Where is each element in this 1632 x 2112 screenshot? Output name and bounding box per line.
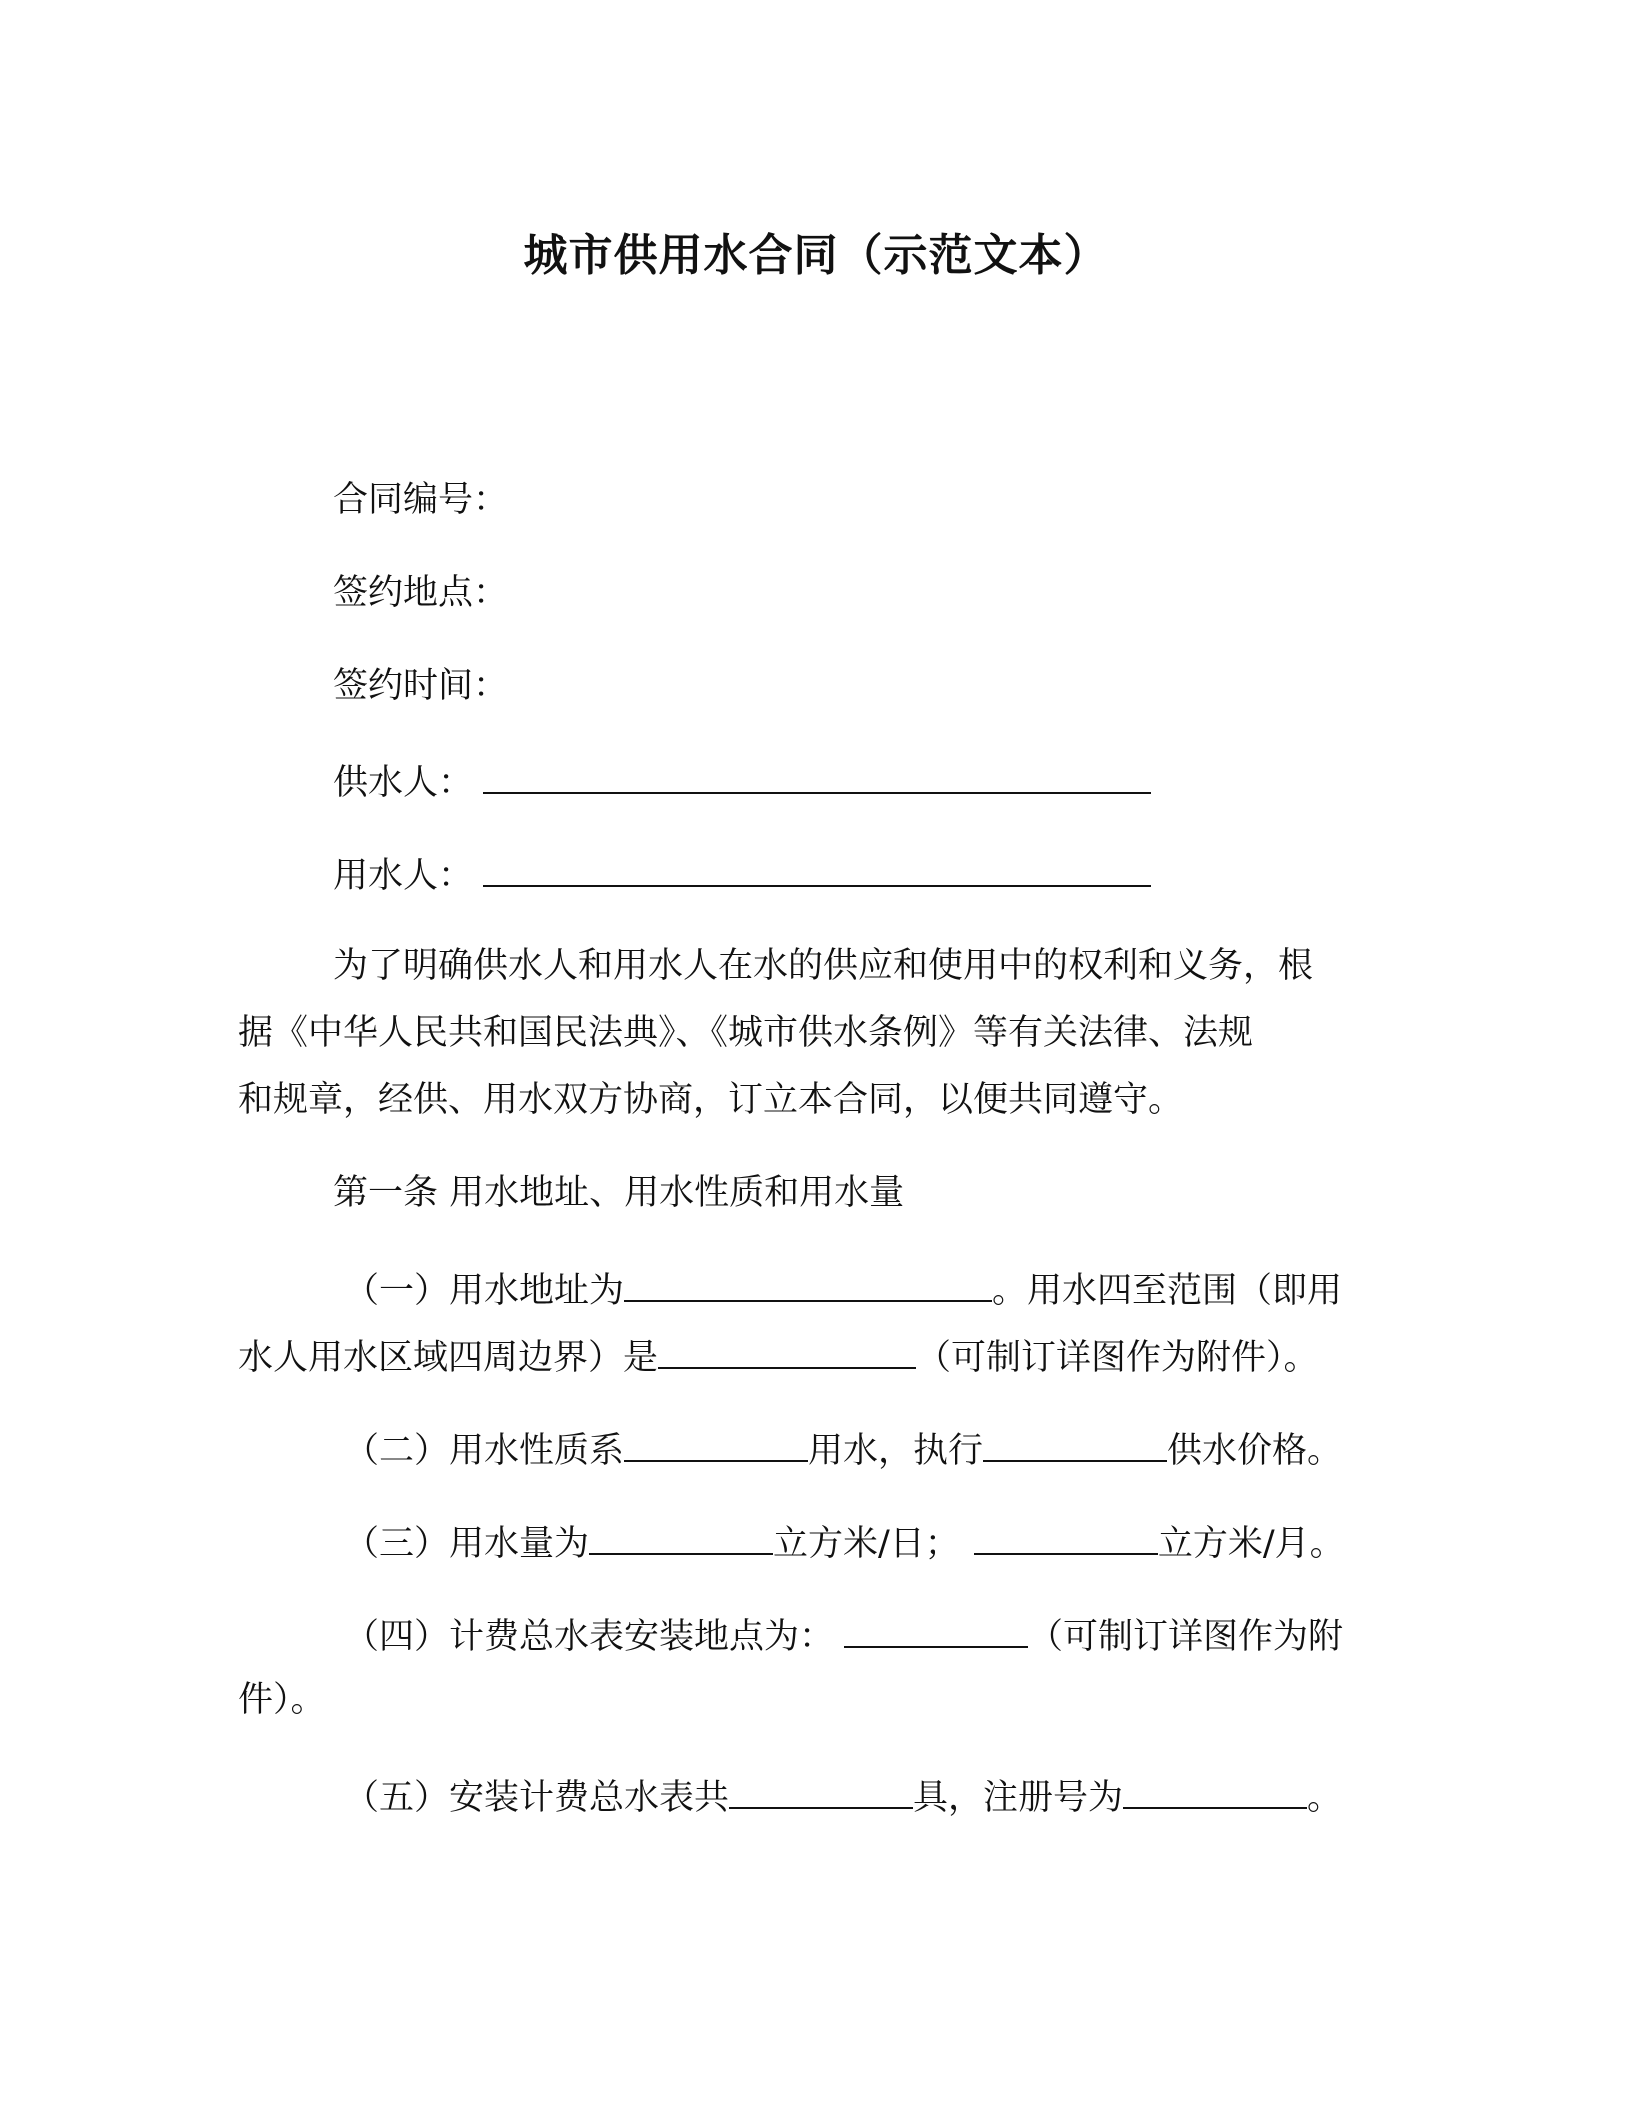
water-supplier-field	[333, 754, 1151, 808]
article-1-item-4-line-2: 件）。	[238, 1680, 326, 1720]
water-user-blank[interactable]	[483, 847, 1151, 887]
signing-time-field	[333, 661, 508, 711]
document-title: 城市供用水合同（示范文本）	[523, 230, 1109, 281]
item-5-text-b: 具，注册号为	[913, 1778, 1124, 1818]
water-user-field	[333, 847, 1151, 901]
item-4-text-a: （四）计费总水表安装地点为：	[344, 1617, 835, 1657]
item-4-text-b: （可制订详图作为附	[1028, 1617, 1344, 1657]
article-1-item-5	[344, 1769, 1342, 1823]
item-5-text-a: （五）安装计费总水表共	[344, 1778, 730, 1818]
water-address-blank[interactable]	[624, 1262, 992, 1302]
item-2-text-a: （二）用水性质系	[344, 1431, 625, 1471]
item-3-text-a: （三）用水量为	[344, 1524, 590, 1564]
meter-location-blank[interactable]	[844, 1608, 1028, 1648]
item-1-text-c: 水人用水区域四周边界）是	[238, 1338, 659, 1378]
article-1-heading: 第一条 用水地址、用水性质和用水量	[333, 1173, 905, 1213]
water-user-label: 用水人：	[333, 856, 474, 896]
daily-volume-blank[interactable]	[589, 1515, 773, 1555]
article-1-item-4-line-1	[344, 1608, 1343, 1662]
item-3-text-c: 立方米/月。	[1157, 1524, 1345, 1564]
item-3-text-b: 立方米/日；	[773, 1524, 960, 1564]
item-5-text-c: 。	[1307, 1778, 1343, 1818]
item-1-text-b: 。用水四至范围（即用	[992, 1271, 1343, 1311]
item-2-text-b: 用水，执行	[808, 1431, 984, 1471]
meter-count-blank[interactable]	[729, 1769, 913, 1809]
registration-number-blank[interactable]	[1123, 1769, 1307, 1809]
preamble-line-1: 为了明确供水人和用水人在水的供应和使用中的权利和义务，根	[333, 946, 1314, 986]
contract-number-field	[333, 475, 508, 525]
water-price-blank[interactable]	[983, 1422, 1167, 1462]
boundary-blank[interactable]	[658, 1329, 916, 1369]
article-1-item-1-line-2	[238, 1329, 1319, 1383]
article-1-item-2	[344, 1422, 1342, 1476]
monthly-volume-blank[interactable]	[974, 1515, 1158, 1555]
water-supplier-blank[interactable]	[483, 754, 1151, 794]
item-1-text-a: （一）用水地址为	[344, 1271, 625, 1311]
article-1-item-3	[344, 1515, 1345, 1569]
signing-time-label: 签约时间：	[333, 666, 509, 706]
contract-number-label: 合同编号：	[333, 480, 509, 520]
preamble-line-3: 和规章，经供、用水双方协商，订立本合同，以便共同遵守。	[238, 1080, 1184, 1120]
item-2-text-c: 供水价格。	[1167, 1431, 1343, 1471]
signing-place-label: 签约地点：	[333, 573, 509, 613]
water-supplier-label: 供水人：	[333, 763, 474, 803]
water-nature-blank[interactable]	[624, 1422, 808, 1462]
signing-place-field	[333, 568, 508, 618]
item-1-text-d: （可制订详图作为附件）。	[916, 1338, 1319, 1378]
preamble-line-2: 据《中华人民共和国民法典》、《城市供水条例》等有关法律、法规	[238, 1013, 1254, 1053]
article-1-item-1-line-1	[344, 1262, 1342, 1316]
